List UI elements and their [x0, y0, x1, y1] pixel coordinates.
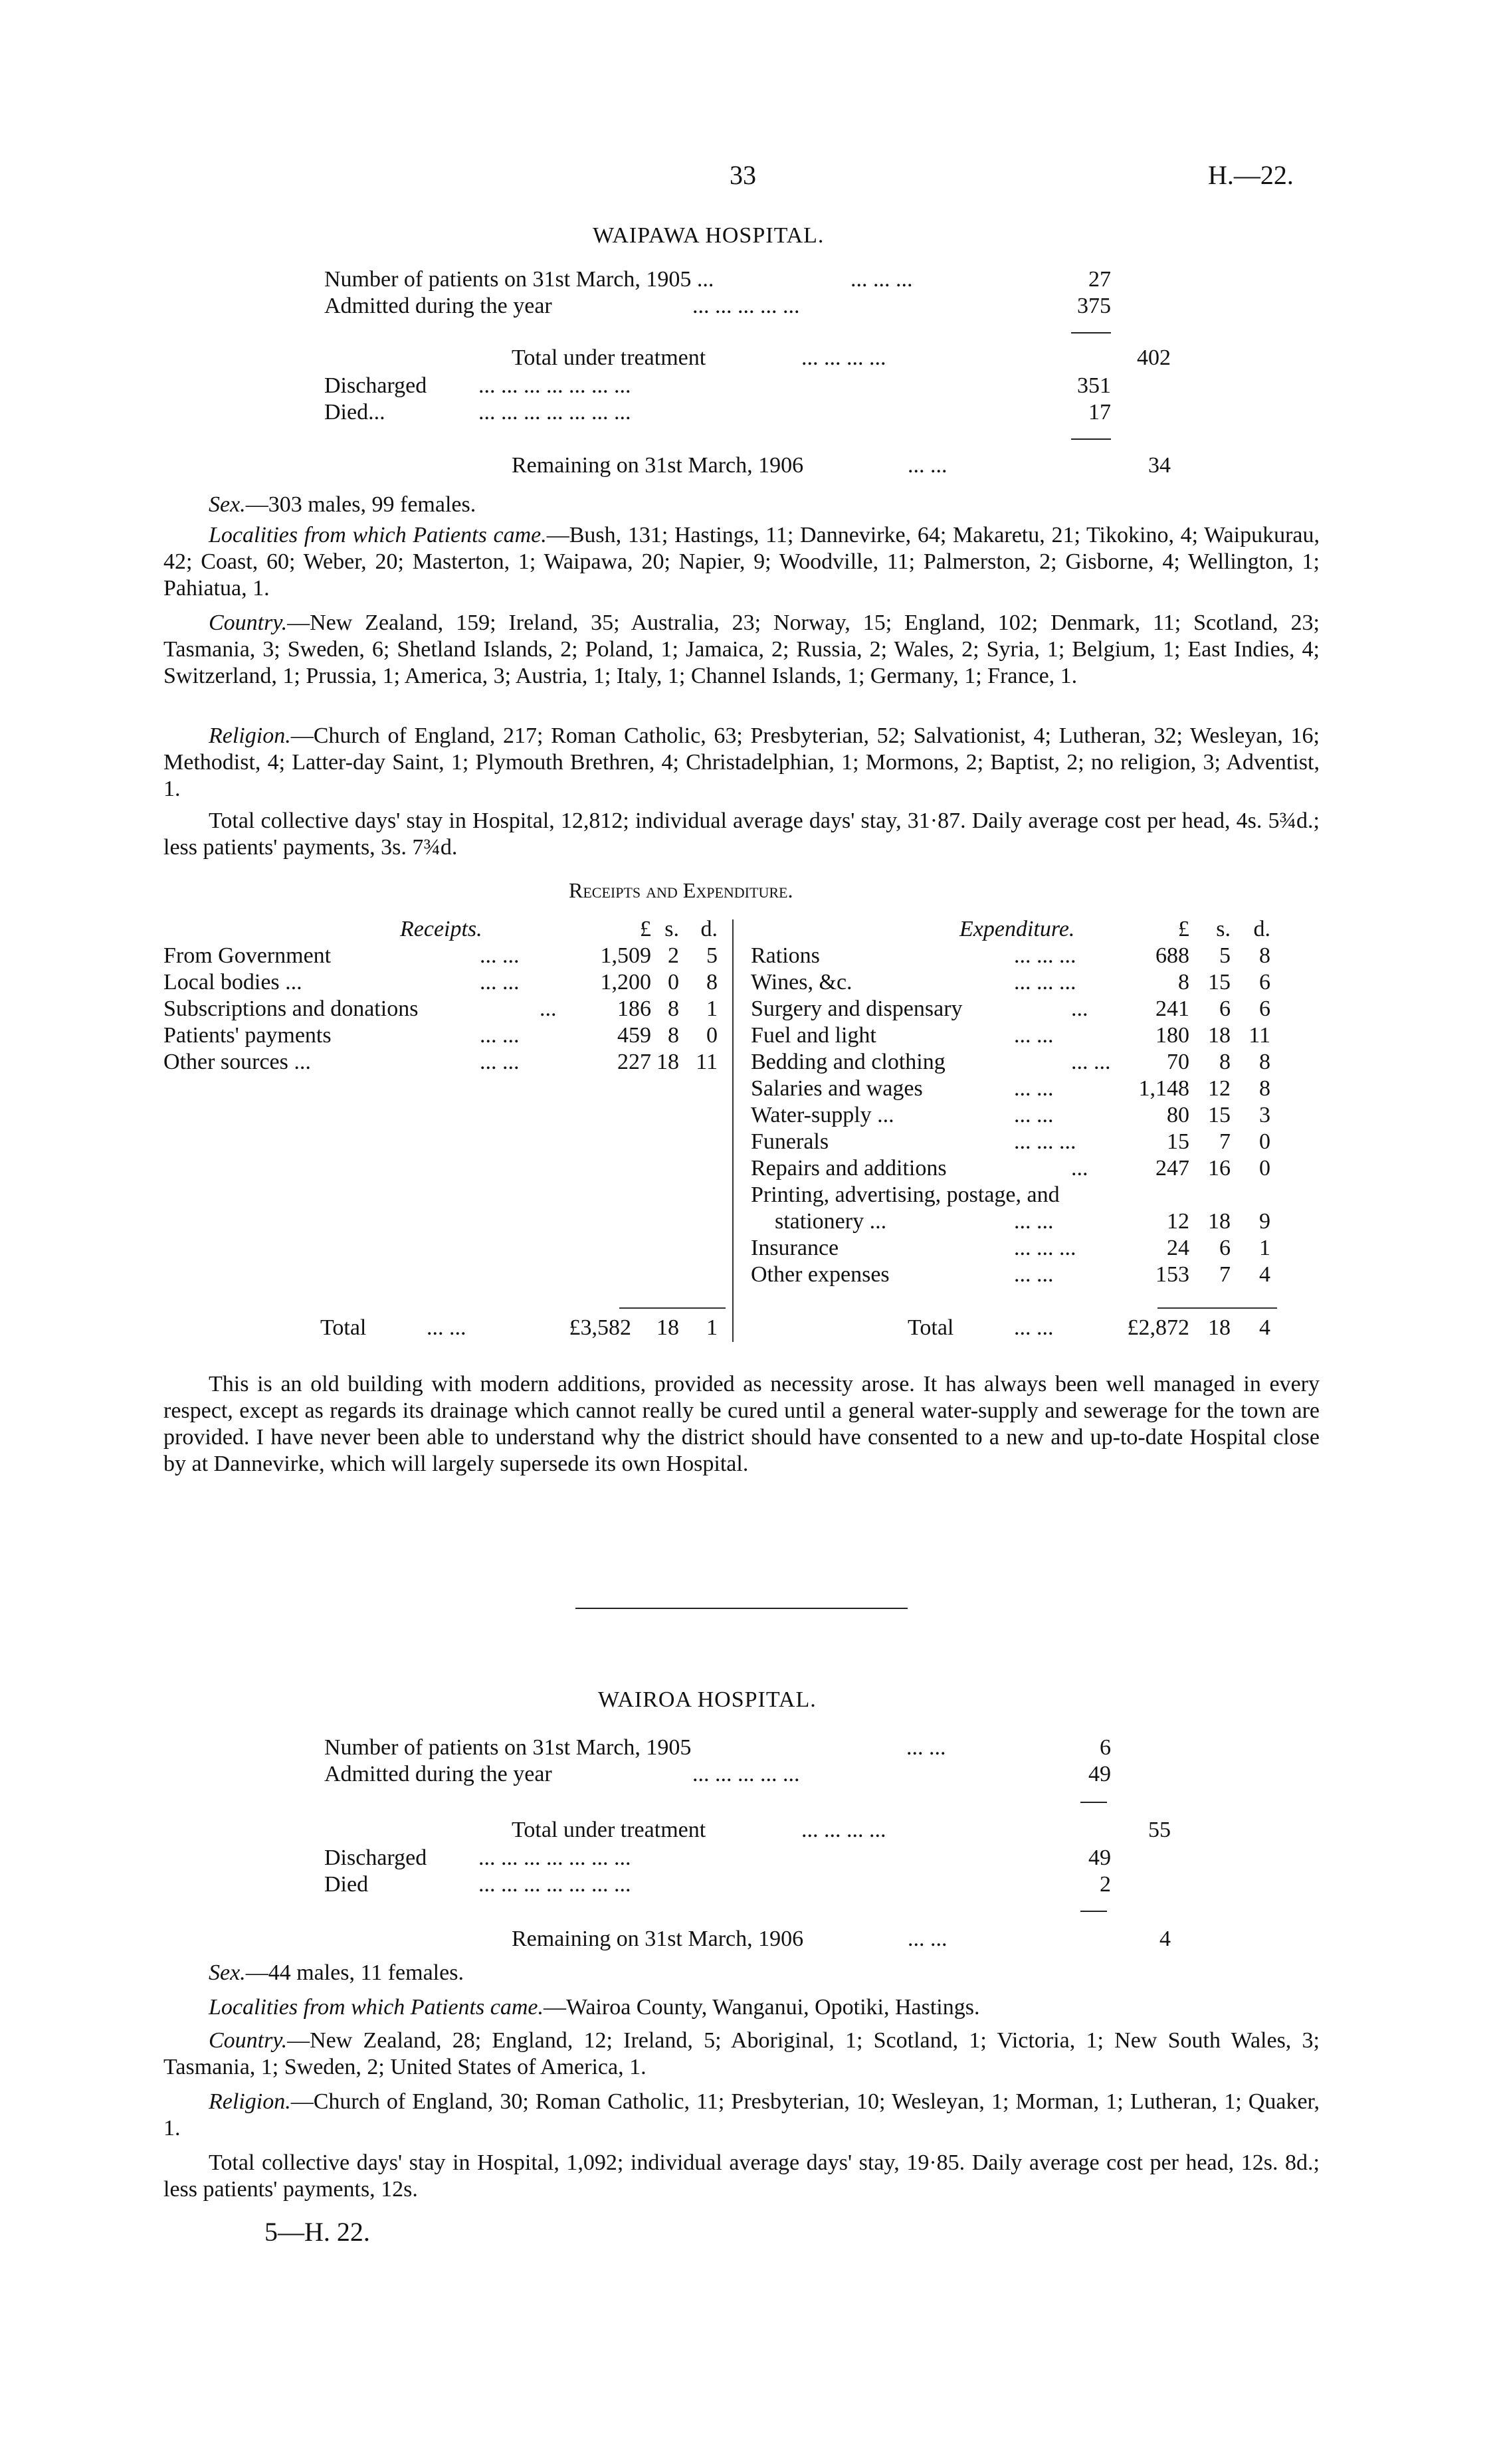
religion-label: Religion. — [209, 2089, 291, 2114]
expenditure-dots: ... ... — [1071, 1050, 1111, 1074]
expenditure-pounds: 1,148 — [1138, 1076, 1189, 1101]
waipawa-days-stay: Total collective days' stay in Hospital, 12,812; individual average days' stay, 31·87. Daily average cost per head, 4s. 5¾d.; less patients' payments, 3s. 7¾d. — [163, 808, 1320, 860]
sex-label: Sex. — [209, 1960, 246, 1985]
receipt-shillings: 18 — [656, 1050, 679, 1074]
expenditure-total-rule — [1157, 1307, 1277, 1309]
receipts-total-label: Total — [320, 1315, 367, 1340]
stat-dots: ... ... — [906, 1735, 946, 1760]
expenditure-header: Expenditure. — [959, 917, 1075, 941]
expenditure-dots: ... — [1071, 996, 1088, 1021]
receipt-pounds: 227 — [617, 1050, 651, 1074]
expenditure-pounds: 80 — [1167, 1103, 1189, 1127]
stat-value: 2 — [1100, 1872, 1111, 1897]
stat-label: Remaining on 31st March, 1906 — [512, 453, 804, 478]
stat-label: Total under treatment — [512, 345, 706, 370]
wairoa-days-stay: Total collective days' stay in Hospital, 1,092; individual average days' stay, 19·85. Daily average cost per head, 12s. 8d.; less patients' payments, 12s. — [163, 2150, 1320, 2202]
expenditure-pence: 1 — [1259, 1236, 1270, 1260]
localities-label: Localities from which Patients came. — [209, 523, 547, 547]
receipts-total-pence: 1 — [706, 1315, 718, 1340]
stat-dots: ... ... ... ... ... ... ... — [478, 400, 631, 425]
footer-signature: 5—H. 22. — [264, 2217, 370, 2247]
stat-dots: ... ... ... ... ... — [692, 1762, 800, 1786]
waipawa-sex — [163, 492, 1320, 518]
localities-text: —Bush, 131; Hastings, 11; Dannevirke, 64; Makaretu, 21; Tikokino, 4; Waipukurau, 42; Coast, 60; Weber, 20; Masterton, 1; Waipawa, 20; Napier, 9; Woodville, 11; Palmerston, 2; Gisborne, 4; Wellington, 1; Pahiatua, 1. — [163, 523, 1320, 601]
receipt-dots: ... ... — [480, 1050, 520, 1074]
expenditure-shillings: 7 — [1219, 1129, 1231, 1154]
expenditure-dots: ... ... ... — [1014, 943, 1076, 968]
expenditure-label: Water-supply ... — [751, 1103, 894, 1127]
receipt-shillings: 8 — [668, 996, 679, 1021]
page-number: 33 — [730, 160, 756, 190]
pence-header: d. — [700, 917, 718, 941]
expenditure-pence: 8 — [1259, 943, 1270, 968]
stat-label: Total under treatment — [512, 1818, 706, 1842]
stat-value: 402 — [1137, 345, 1171, 370]
expenditure-dots: ... ... ... — [1014, 970, 1076, 995]
expenditure-dots: ... ... ... — [1014, 1236, 1076, 1260]
localities-label: Localities from which Patients came. — [209, 1995, 544, 2020]
expenditure-dots: ... — [1071, 1156, 1088, 1181]
expenditure-label: Funerals — [751, 1129, 829, 1154]
expenditure-pounds: 241 — [1155, 996, 1189, 1021]
expenditure-pounds: 153 — [1155, 1262, 1189, 1287]
expenditure-label: Repairs and additions — [751, 1156, 947, 1181]
receipt-shillings: 0 — [668, 970, 679, 995]
stat-label: Died... — [324, 400, 385, 425]
receipts-expenditure-title: Receipts and Expenditure. — [569, 878, 793, 902]
receipt-label: Subscriptions and donations — [163, 996, 419, 1021]
waipawa-religion — [163, 723, 1320, 803]
expenditure-shillings: 18 — [1208, 1023, 1231, 1048]
expenditure-label: Printing, advertising, postage, and — [751, 1183, 1060, 1207]
stat-value: 4 — [1159, 1927, 1171, 1951]
stat-label: Number of patients on 31st March, 1905 ... — [324, 267, 714, 292]
country-label: Country. — [209, 2028, 288, 2053]
expenditure-total-shillings: 18 — [1208, 1315, 1231, 1340]
sum-rule — [1080, 1802, 1107, 1803]
expenditure-dots: ... ... — [1014, 1209, 1054, 1234]
expenditure-dots: ... ... — [1014, 1103, 1054, 1127]
expenditure-label: Rations — [751, 943, 820, 968]
stat-dots: ... ... ... ... ... ... ... — [478, 1872, 631, 1897]
shillings-header: s. — [664, 917, 679, 941]
receipt-dots: ... — [540, 996, 557, 1021]
waipawa-country — [163, 610, 1320, 690]
expenditure-label: Insurance — [751, 1236, 839, 1260]
expenditure-pence: 8 — [1259, 1076, 1270, 1101]
expenditure-label: Fuel and light — [751, 1023, 876, 1048]
expenditure-label: Surgery and dispensary — [751, 996, 963, 1021]
expenditure-dots: ... ... ... — [1014, 1129, 1076, 1154]
stat-value: 34 — [1148, 453, 1171, 478]
stat-label: Discharged — [324, 373, 427, 398]
sum-rule — [1071, 438, 1111, 440]
receipt-label: Other sources ... — [163, 1050, 311, 1074]
receipt-label: From Government — [163, 943, 332, 968]
receipts-total-rule — [619, 1307, 726, 1309]
expenditure-pence: 3 — [1259, 1103, 1270, 1127]
receipt-pence: 11 — [696, 1050, 718, 1074]
expenditure-pence: 11 — [1249, 1023, 1270, 1048]
receipt-pence: 1 — [706, 996, 718, 1021]
wairoa-country — [163, 2028, 1320, 2081]
shillings-header: s. — [1216, 917, 1231, 941]
stat-dots: ... ... ... — [850, 267, 913, 292]
expenditure-pounds: 12 — [1167, 1209, 1189, 1234]
waipawa-remarks: This is an old building with modern additions, provided as necessity arose. It has always been well managed in every respect, except as regards its drainage which cannot really be cured until a general water-supply and sewerage for the town are provided. I have never been able to understand why the district should have consented to a new and up-to-date Hospital close by at Dannevirke, which will largely supersede its own Hospital. — [163, 1372, 1320, 1476]
sex-text: —44 males, 11 females. — [245, 1960, 464, 1985]
expenditure-shillings: 15 — [1208, 970, 1231, 995]
stat-label: Died — [324, 1872, 369, 1897]
expenditure-shillings: 5 — [1219, 943, 1231, 968]
receipts-total-pounds: £3,582 — [569, 1315, 631, 1340]
receipt-pounds: 186 — [617, 996, 651, 1021]
section-divider — [575, 1608, 908, 1609]
pounds-header: £ — [1178, 917, 1189, 941]
expenditure-shillings: 6 — [1219, 1236, 1231, 1260]
country-label: Country. — [209, 611, 288, 635]
sum-rule — [1071, 332, 1111, 333]
expenditure-total-dots: ... ... — [1014, 1315, 1054, 1340]
expenditure-shillings: 18 — [1208, 1209, 1231, 1234]
expenditure-pence: 9 — [1259, 1209, 1270, 1234]
expenditure-shillings: 15 — [1208, 1103, 1231, 1127]
stat-dots: ... ... ... ... — [801, 1818, 886, 1842]
stat-dots: ... ... ... ... ... ... ... — [478, 373, 631, 398]
religion-label: Religion. — [209, 723, 291, 748]
expenditure-pence: 0 — [1259, 1156, 1270, 1181]
stat-label: Discharged — [324, 1846, 427, 1870]
receipt-shillings: 2 — [668, 943, 679, 968]
stat-value: 55 — [1148, 1818, 1171, 1842]
expenditure-total-pence: 4 — [1259, 1315, 1270, 1340]
stat-label: Remaining on 31st March, 1906 — [512, 1927, 804, 1951]
receipt-pounds: 1,509 — [600, 943, 651, 968]
stat-value: 17 — [1088, 400, 1111, 425]
stat-dots: ... ... — [908, 1927, 948, 1951]
stat-dots: ... ... — [908, 453, 948, 478]
sex-label: Sex. — [209, 492, 246, 517]
wairoa-religion — [163, 2089, 1320, 2142]
stat-label: Number of patients on 31st March, 1905 — [324, 1735, 692, 1760]
expenditure-dots: ... ... — [1014, 1076, 1054, 1101]
expenditure-pounds: 180 — [1155, 1023, 1189, 1048]
receipt-pence: 0 — [706, 1023, 718, 1048]
expenditure-pence: 6 — [1259, 970, 1270, 995]
expenditure-shillings: 8 — [1219, 1050, 1231, 1074]
receipts-header: Receipts. — [400, 917, 482, 941]
expenditure-label: Wines, &c. — [751, 970, 852, 995]
expenditure-total-pounds: £2,872 — [1127, 1315, 1189, 1340]
stat-dots: ... ... ... ... — [801, 345, 886, 370]
receipt-pence: 5 — [706, 943, 718, 968]
waipawa-localities — [163, 522, 1320, 602]
receipts-total-shillings: 18 — [656, 1315, 679, 1340]
pence-header: d. — [1253, 917, 1270, 941]
stat-label: Admitted during the year — [324, 294, 552, 318]
expenditure-shillings: 6 — [1219, 996, 1231, 1021]
wairoa-sex — [163, 1960, 1320, 1986]
stat-value: 49 — [1088, 1846, 1111, 1870]
stat-dots: ... ... ... ... ... ... ... — [478, 1846, 631, 1870]
expenditure-label: Other expenses — [751, 1262, 890, 1287]
expenditure-pence: 0 — [1259, 1129, 1270, 1154]
sum-rule — [1080, 1911, 1107, 1912]
receipt-pounds: 1,200 — [600, 970, 651, 995]
expenditure-pence: 4 — [1259, 1262, 1270, 1287]
expenditure-label-cont: stationery ... — [775, 1209, 887, 1234]
expenditure-pounds: 8 — [1178, 970, 1189, 995]
expenditure-pence: 8 — [1259, 1050, 1270, 1074]
receipt-label: Patients' payments — [163, 1023, 332, 1048]
religion-text: —Church of England, 30; Roman Catholic, 11; Presbyterian, 10; Wesleyan, 1; Morman, 1; Lutheran, 1; Quaker, 1. — [163, 2089, 1320, 2140]
expenditure-pounds: 24 — [1167, 1236, 1189, 1260]
expenditure-pounds: 15 — [1167, 1129, 1189, 1154]
expenditure-shillings: 7 — [1219, 1262, 1231, 1287]
stat-value: 6 — [1100, 1735, 1111, 1760]
expenditure-label: Salaries and wages — [751, 1076, 923, 1101]
stat-value: 27 — [1088, 267, 1111, 292]
receipt-dots: ... ... — [480, 1023, 520, 1048]
stat-value: 351 — [1077, 373, 1111, 398]
country-text: —New Zealand, 159; Ireland, 35; Australia, 23; Norway, 15; England, 102; Denmark, 11; Scotland, 23; Tasmania, 3; Sweden, 6; Shetland Islands, 2; Poland, 1; Jamaica, 2; Russia, 2; Wales, 2; Syria, 1; Belgium, 1; East Indies, 4; Switzerland, 1; Prussia, 1; America, 3; Austria, 1; Italy, 1; Channel Islands, 1; Germany, 1; France, 1. — [163, 611, 1320, 688]
expenditure-shillings: 12 — [1208, 1076, 1231, 1101]
receipt-label: Local bodies ... — [163, 970, 302, 995]
expenditure-shillings: 16 — [1208, 1156, 1231, 1181]
waipawa-title: WAIPAWA HOSPITAL. — [593, 223, 825, 248]
receipts-total-dots: ... ... — [427, 1315, 466, 1340]
receipt-dots: ... ... — [480, 970, 520, 995]
expenditure-pounds: 70 — [1167, 1050, 1189, 1074]
receipt-pounds: 459 — [617, 1023, 651, 1048]
stat-value: 49 — [1088, 1762, 1111, 1786]
religion-text: —Church of England, 217; Roman Catholic, 63; Presbyterian, 52; Salvationist, 4; Lutheran, 32; Wesleyan, 16; Methodist, 4; Latter-day Saint, 1; Plymouth Brethren, 4; Christadelphian, 1; Mormons, 2; Baptist, 2; no religion, 3; Adventist, 1. — [163, 723, 1320, 801]
wairoa-title: WAIROA HOSPITAL. — [598, 1687, 817, 1712]
expenditure-pounds: 247 — [1155, 1156, 1189, 1181]
receipt-dots: ... ... — [480, 943, 520, 968]
stat-value: 375 — [1077, 294, 1111, 318]
expenditure-total-label: Total — [908, 1315, 954, 1340]
expenditure-pounds: 688 — [1155, 943, 1189, 968]
expenditure-pence: 6 — [1259, 996, 1270, 1021]
expenditure-dots: ... ... — [1014, 1262, 1054, 1287]
expenditure-label: Bedding and clothing — [751, 1050, 946, 1074]
sex-text: —303 males, 99 females. — [245, 492, 476, 517]
stat-label: Admitted during the year — [324, 1762, 552, 1786]
document-reference: H.—22. — [1208, 160, 1294, 190]
localities-text: —Wairoa County, Wanganui, Opotiki, Hastings. — [543, 1995, 980, 2020]
expenditure-dots: ... ... — [1014, 1023, 1054, 1048]
receipt-pence: 8 — [706, 970, 718, 995]
pounds-header: £ — [640, 917, 651, 941]
wairoa-localities — [163, 1994, 1320, 2021]
country-text: —New Zealand, 28; England, 12; Ireland, 5; Aboriginal, 1; Scotland, 1; Victoria, 1; New South Wales, 3; Tasmania, 1; Sweden, 2; United States of America, 1. — [163, 2028, 1320, 2079]
stat-dots: ... ... ... ... ... — [692, 294, 800, 318]
column-divider — [732, 919, 734, 1342]
receipt-shillings: 8 — [668, 1023, 679, 1048]
